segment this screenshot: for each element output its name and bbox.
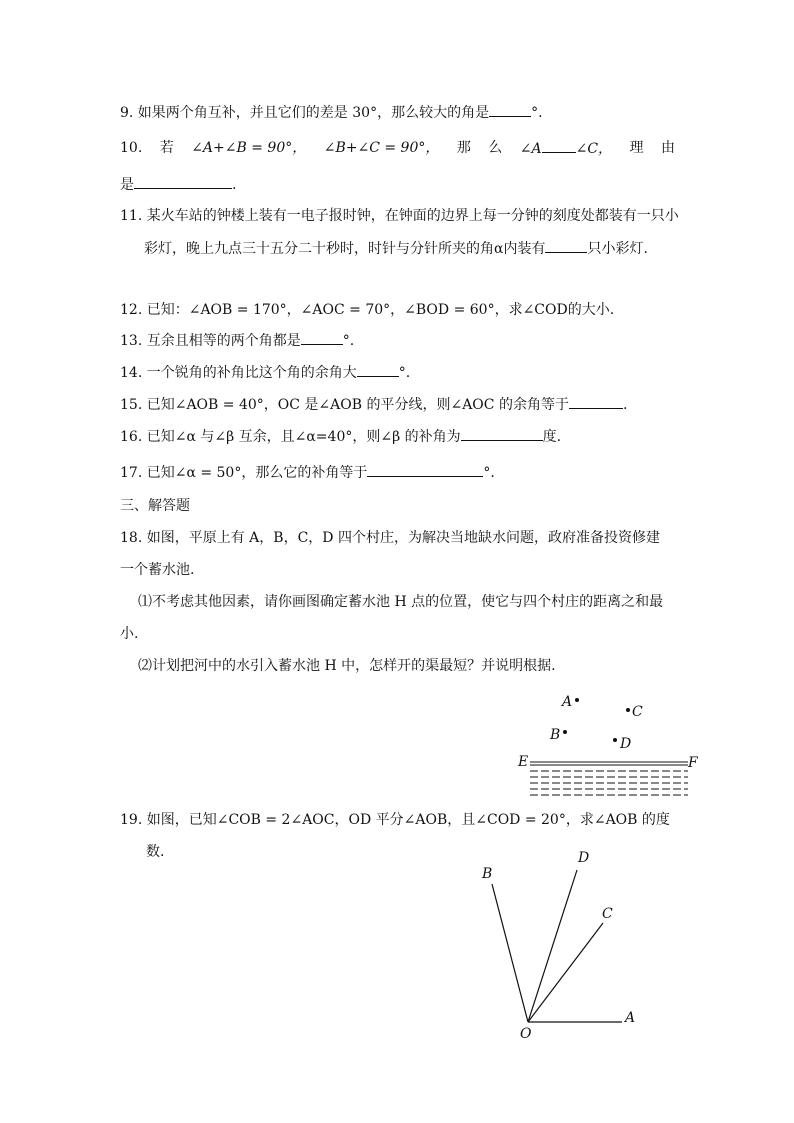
village-c-point	[626, 708, 630, 712]
question-10-word: 那	[456, 140, 471, 156]
question-10-expr-1: ∠A+∠B = 90°，	[191, 140, 307, 156]
answer-blank[interactable]	[489, 102, 531, 117]
question-11-line-2	[144, 238, 648, 259]
question-16-suffix: 度.	[542, 429, 562, 445]
question-10-word: 若	[159, 140, 174, 156]
label-b: B	[550, 727, 561, 743]
answer-blank[interactable]	[367, 462, 483, 477]
question-17	[120, 462, 495, 483]
question-10-expr-2: ∠B+∠C = 90°，	[323, 140, 440, 156]
question-14	[120, 362, 410, 383]
question-13-suffix: °.	[342, 333, 355, 349]
answer-blank[interactable]	[301, 330, 343, 345]
label-a: A	[562, 694, 573, 710]
question-15	[120, 394, 627, 415]
label-o: O	[520, 1026, 532, 1042]
question-16-text: 16. 已知∠α 与∠β 互余，且∠α=40°，则∠β 的补角为	[120, 429, 461, 445]
question-10-word: 么	[488, 140, 503, 156]
question-19-line-1: 19. 如图，已知∠COB = 2∠AOC，OD 平分∠AOB，且∠COD = 20°，求∠AOB 的度	[120, 812, 670, 828]
ray-od	[528, 870, 577, 1022]
question-10-reason-prefix: 是	[120, 177, 134, 193]
label-c: C	[632, 704, 643, 720]
question-11-suffix: 只小彩灯.	[587, 241, 648, 257]
ray-ob	[492, 884, 528, 1022]
question-18-sub-1-line-1: ⑴不考虑其他因素，请你画图确定蓄水池 H 点的位置，使它与四个村庄的距离之和最	[138, 594, 664, 610]
answer-blank[interactable]	[461, 426, 543, 441]
section-title: 三、解答题	[120, 498, 190, 514]
question-17-suffix: °.	[483, 465, 495, 481]
question-10-reason-suffix: .	[232, 177, 237, 193]
answer-blank[interactable]	[542, 138, 576, 153]
answer-blank[interactable]	[134, 174, 232, 189]
question-13-text: 13. 互余且相等的两个角都是	[120, 333, 301, 349]
figure-18-villages-river	[510, 686, 705, 801]
label-f: F	[688, 755, 698, 771]
question-14-suffix: °.	[398, 365, 411, 381]
label-c: C	[602, 906, 613, 922]
question-10-number: 10.	[120, 140, 143, 156]
question-10-word: 理	[629, 140, 644, 156]
label-e: E	[518, 754, 529, 770]
answer-blank[interactable]	[357, 362, 399, 377]
question-12: 12. 已知：∠AOB = 170°，∠AOC = 70°，∠BOD = 60°，求∠COD的大小.	[120, 302, 615, 318]
question-19-line-2: 数.	[146, 844, 165, 860]
question-18-sub-2: ⑵计划把河中的水引入蓄水池 H 中，怎样开的渠最短？并说明根据.	[138, 658, 556, 674]
question-9-suffix: °.	[531, 105, 543, 121]
question-17-text: 17. 已知∠α = 50°，那么它的补角等于	[120, 465, 368, 481]
angle-c-label: ∠C，	[575, 141, 613, 157]
question-11-text: 彩灯，晚上九点三十五分二十秒时，时针与分针所夹的角α内装有	[144, 241, 546, 257]
label-b: B	[482, 866, 493, 882]
ray-oc	[528, 923, 603, 1022]
village-b-point	[563, 730, 567, 734]
question-11-line-1: 11. 某火车站的钟楼上装有一电子报时钟，在钟面的边界上每一分钟的刻度处都装有一只小	[120, 208, 679, 224]
question-10-relation	[520, 138, 612, 159]
question-14-text: 14. 一个锐角的补角比这个角的余角大	[120, 365, 357, 381]
question-10	[120, 138, 675, 159]
question-18-line-1: 18. 如图，平原上有 A，B，C，D 四个村庄，为解决当地缺水问题，政府准备投资修建	[120, 530, 660, 546]
question-18-sub-1-line-2: 小.	[120, 626, 139, 642]
question-10-reason	[120, 174, 236, 195]
question-9-text: 9. 如果两个角互补，并且它们的差是 30°，那么较大的角是	[120, 105, 490, 121]
question-18-line-2: 一个蓄水池.	[120, 562, 195, 578]
question-10-word: 由	[661, 140, 675, 156]
answer-blank[interactable]	[569, 394, 623, 409]
question-15-suffix: .	[622, 397, 628, 413]
angle-rays	[492, 870, 622, 1022]
village-d-point	[613, 738, 617, 742]
river-shape	[530, 762, 688, 795]
label-a: A	[625, 1010, 636, 1026]
figure-19-angles	[470, 840, 650, 1045]
answer-blank[interactable]	[545, 238, 587, 253]
question-13	[120, 330, 354, 351]
question-9	[120, 102, 543, 123]
angle-a-label: ∠A	[519, 141, 542, 157]
village-a-point	[575, 698, 579, 702]
label-d: D	[620, 736, 632, 752]
label-d: D	[578, 850, 590, 866]
question-16	[120, 426, 561, 447]
question-15-text: 15. 已知∠AOB = 40°，OC 是∠AOB 的平分线，则∠AOC 的余角等于	[120, 397, 569, 413]
